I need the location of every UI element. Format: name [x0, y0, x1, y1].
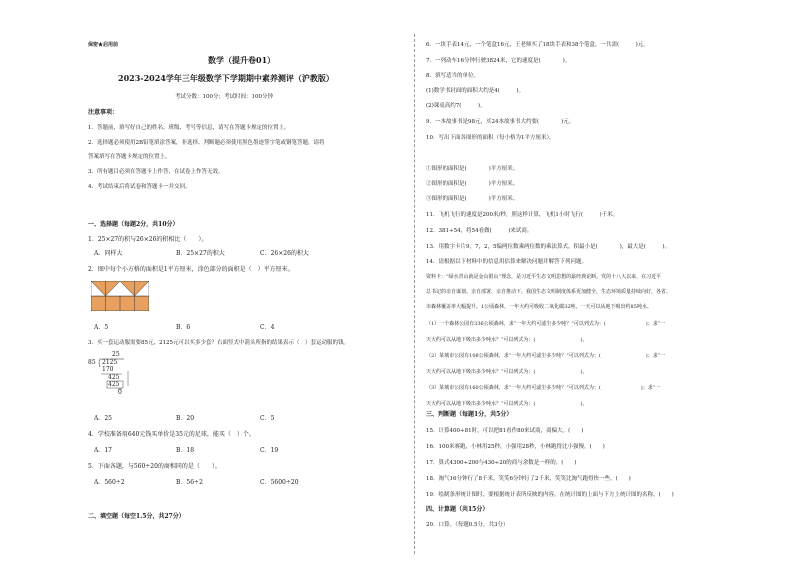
paper-title: 2023-2024学年三年级数学下学期期中素养测评（沪教版） — [118, 73, 334, 83]
section3-heading: 三、判断题（每题1分，共5分） — [426, 411, 513, 418]
q1-option-a: A．同样大 — [94, 250, 123, 257]
q4-option-c: C．19 — [260, 447, 279, 454]
q14-part-line: 天大约可以从地下吸出多少吨水？”可以列式为：( )。 — [426, 369, 588, 375]
division-subtract-1: 170 — [102, 366, 114, 373]
division-quotient: 25 — [112, 351, 120, 358]
q5-option-b: B．56÷2 — [176, 479, 203, 486]
q2-option-b: B．6 — [176, 324, 191, 331]
note-item: 1．答题前，填写好自己的姓名、班级、考号等信息，请写在答题卡规定的位置上。 — [88, 125, 290, 131]
question-13: 13．用数字卡片9，7，2，5编两位数乘两位数的乘法算式，积最小是( )，最大是( )。 — [426, 244, 671, 250]
question-5: 5．下面各题，与560÷20的商相同的是（ ）。 — [88, 463, 221, 470]
notes-heading: 注意事项： — [88, 109, 119, 116]
q14-part-line: （3）某城市公园有160公顷森林，求“一年大约可滤尘多少吨？”可以列式为：( )；求“一 — [426, 385, 661, 391]
secret-mark: 保密★启用前 — [88, 42, 119, 48]
note-item: 4．考试结束后将试卷和答题卡一并交回。 — [88, 184, 191, 190]
q14-part-line: 天大约可以从地下吸出多少吨水？”可以列式为：( )。 — [426, 401, 588, 407]
question-8b: (2)课桌高约7( )。 — [426, 103, 486, 109]
question-20: 20．口算。（每题0.5分，共3分） — [426, 522, 509, 528]
paper-subtitle: 数学（提升卷01） — [208, 55, 276, 65]
grid-shaded-figure — [91, 281, 149, 311]
question-14: 14．请根据以下材料中的信息用估算来解决问题并解答下列问题。 — [426, 259, 588, 265]
note-item: 2．选择题必须使用2B铅笔填涂答案，非选择、判断题必须使用黑色墨迹签字笔或钢笔答题，请将 — [88, 140, 325, 146]
question-10: 10．写出下面各图形的面积（每小格为1平方厘米）。 — [426, 135, 555, 141]
question-7: 7．一列动车16分钟行驶3824米，它的速度是( )。 — [426, 58, 571, 64]
division-final-remainder: 0 — [118, 389, 122, 396]
division-remainder-1: 425 — [108, 374, 120, 381]
q5-option-c: C．5600÷20 — [260, 479, 299, 486]
q1-option-c: C．26×26的积大 — [260, 250, 309, 257]
q4-option-a: A．17 — [94, 447, 112, 454]
question-8a: (1)数学书封面的面积大约是4( )。 — [426, 88, 525, 94]
judge-item: 18．淘气16分钟行了8千米，笑笑6分钟行了2千米，笑笑比淘气跑得快一些。( ) — [426, 476, 631, 482]
section2-heading: 二、填空题（每空1.5分，共27分） — [88, 513, 185, 520]
judge-item: 15．计算400÷81时，可以把81看作80来试商，商偏大。( ) — [426, 428, 584, 434]
division-dividend: 2125 — [102, 359, 118, 366]
question-6: 6．一块手表14元，一个笔盒16元，王老师买了18块手表和38个笔盒，一共需( )元。 — [426, 42, 649, 48]
q3-option-a: A．25 — [94, 415, 112, 422]
q14-part-line: 天大约可以从地下吸出多少吨水？”可以列式为：( )。 — [426, 337, 588, 343]
division-bracket — [88, 351, 138, 399]
question-8: 8．填写适当的单位。 — [426, 73, 479, 79]
material-line: 市森林覆盖率大幅提升。1公顷森林，一年大约可吸收二氧化碳32吨，一天可以从地下吸出约85吨水。 — [426, 304, 652, 310]
section4-heading: 四、计算题（共15分） — [426, 506, 489, 513]
q4-option-b: B．18 — [176, 447, 195, 454]
q3-option-b: B．20 — [176, 415, 195, 422]
question-12: 12．381÷54，将54看做( )来试商。 — [426, 228, 533, 234]
question-2: 2．图中每个小方格的面积是1平方厘米，涂色部分的面积是（ ）平方厘米。 — [88, 266, 294, 273]
q5-option-a: A．560÷2 — [94, 479, 125, 486]
material-line: 资料卡：“绿水青山就是金山银山”理念，是习近平生态文明思想的最经典论断。党的十八大以来，在习近平 — [426, 274, 662, 280]
question-1: 1．25×27的积与26×26的积相比（ ）。 — [88, 236, 208, 243]
q14-part-line: （1）一个森林公园有336公顷森林，求“一年大约可滤尘多少吨？”可以列式为：( )；求“一 — [426, 321, 666, 327]
q2-option-c: C．4 — [260, 324, 275, 331]
q10-answer-2: ②图形的面积是( )平方厘米。 — [426, 181, 519, 187]
judge-item: 17．算式4300÷200与430÷20的商与余数是一样的。( ) — [426, 460, 577, 466]
section1-heading: 一、选择题（每题2分，共10分） — [88, 221, 179, 228]
q10-answer-3: ③图形的面积是( )平方厘米。 — [426, 196, 519, 202]
judge-item: 19．绘制条形统计图时，要根据统计表所反映的内容，在统计图的上面与下方上统计图的名称。( ) — [426, 492, 674, 498]
question-3: 3．买一套运动服需要85元，2125元可以买多少套？右面竖式中箭头所指的结果表示（ ）套运动服的钱。 — [88, 340, 349, 346]
judge-item: 16．100米赛跑，小林用25秒，小强用28秒，小林跑得比小强慢。( ) — [426, 444, 605, 450]
material-line: 总书记的亲自谋划、亲自部署、亲自推动下，我国生态文明制度体系更加健全，生态环境质量持续向好，各省、 — [426, 289, 672, 295]
exam-info: 考试分数：100分；考试时间：100分钟 — [175, 94, 273, 100]
q2-option-a: A．5 — [94, 324, 109, 331]
long-division — [88, 351, 138, 411]
q1-option-b: B．25×27的积大 — [176, 250, 225, 257]
q14-part-line: （2）某城市公园有108公顷森林，求“一年大约可滤尘多少吨？”可以列式为：( )；求“一 — [426, 353, 666, 359]
q3-option-c: C．5 — [260, 415, 275, 422]
q10-answer-1: ①图形的面积是( )平方厘米。 — [426, 166, 519, 172]
question-9: 9．一本故事书是98元，买24本故事书大约要( )元。 — [426, 119, 575, 125]
right-column — [400, 0, 794, 562]
division-divisor: 85 — [88, 359, 96, 366]
division-subtract-2: 425 — [108, 381, 120, 388]
question-11: 11．飞机飞行的速度是200米/秒，照这样计算，飞机1小时飞行( )千米。 — [426, 212, 619, 218]
note-item: 答案填写在答题卡规定的位置上。 — [88, 154, 171, 160]
question-4: 4．学校准备用640元钱买单价是35元的足球，能买（ ）个。 — [88, 431, 255, 438]
note-item: 3．所有题目必须在答题卡上作答，在试卷上作答无效。 — [88, 169, 224, 175]
